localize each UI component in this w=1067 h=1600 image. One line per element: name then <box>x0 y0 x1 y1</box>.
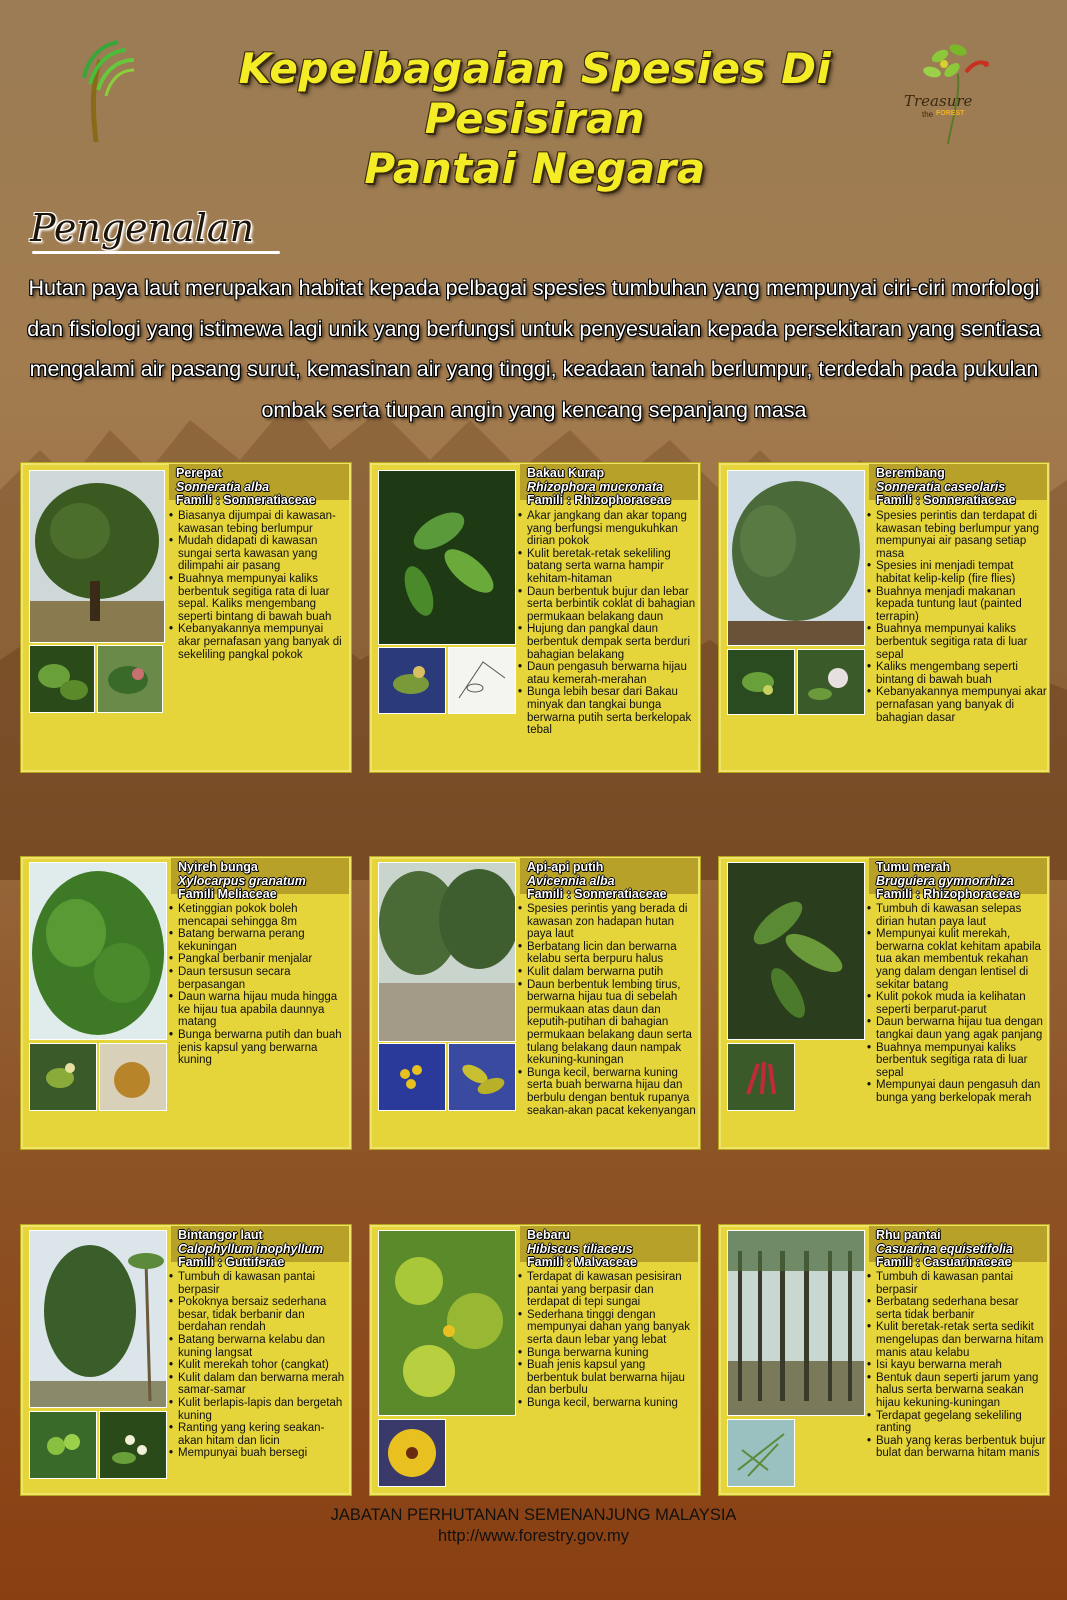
species-scientific-name: Hibiscus tiliaceus <box>527 1241 633 1256</box>
species-fact: • Berbatang sederhana besar serta tidak berbanir <box>867 1296 1047 1321</box>
species-fact: • Bunga lebih besar dari Bakau minyak dan tangkai bunga berwarna putih serta berkelopak tebal <box>518 686 696 736</box>
species-fact: • Daun berbentuk bujur dan lebar serta berbintik coklat di bahagian permukaan belakang daun <box>518 586 696 624</box>
species-fact: • Daun berwarna hijau tua dengan tangkai daun yang agak panjang <box>867 1016 1047 1041</box>
flower-logo-icon <box>908 34 1000 146</box>
species-fact: • Spesies perintis yang berada di kawasan zon hadapan hutan paya laut <box>518 903 698 941</box>
page-title-line2: Pantai Negara <box>364 144 706 193</box>
species-fact: • Spesies ini menjadi tempat habitat kelip-kelip (fire flies) <box>867 560 1047 585</box>
intro-line: Hutan paya laut merupakan habitat kepada pelbagai spesies tumbuhan yang mempunyai ciri-ciri morfologi <box>28 276 1040 300</box>
species-fact: • Kebanyakannya mempunyai akar pernafasan yang banyak di bahagian dasar <box>867 686 1047 724</box>
species-photo-main <box>29 1230 167 1408</box>
species-fact: • Kulit dalam berwarna putih <box>518 966 698 979</box>
species-fact: • Kaliks mengembang seperti bintang di bawah buah <box>867 661 1047 686</box>
species-common-name: Bebaru <box>527 1228 571 1242</box>
species-fact: • Ketinggian pokok boleh mencapai sehingga 8m <box>169 903 349 928</box>
species-fact: • Biasanya dijumpai di kawasan-kawasan tebing berlumpur <box>169 510 347 535</box>
species-fact: • Pangkal berbanir menjalar <box>169 953 349 966</box>
species-fact: • Daun pengasuh berwarna hijau atau kemerah-merahan <box>518 661 696 686</box>
species-facts-list <box>169 510 347 661</box>
species-scientific-name: Xylocarpus granatum <box>178 873 306 888</box>
species-facts-list <box>169 903 349 1067</box>
species-fact: • Daun berbentuk lembing tirus, berwarna hijau tua di sebelah permukaan atas daun dan keputih-putihan di bahagian permukaan belakang daun serta tulang belakang daun nampak kekuning-kuningan <box>518 979 698 1067</box>
species-fact: • Kulit merekah tohor (cangkat) <box>169 1359 349 1372</box>
species-photo-detail <box>99 1043 167 1111</box>
species-fact: • Terdapat di kawasan pesisiran pantai yang berpasir dan terdapat di tepi sungai <box>518 1271 698 1309</box>
species-name-box <box>520 464 698 507</box>
species-name-box <box>869 858 1047 901</box>
species-fact: • Berbatang licin dan berwarna kelabu serta berpuru halus <box>518 941 698 966</box>
species-fact: • Kulit dalam dan berwarna merah samar-samar <box>169 1372 349 1397</box>
species-name-box <box>169 464 349 507</box>
species-fact: • Isi kayu berwarna merah <box>867 1359 1047 1372</box>
species-fact: • Daun warna hijau muda hingga ke hijau tua apabila daunnya matang <box>169 991 349 1029</box>
species-common-name: Bakau Kurap <box>527 466 605 480</box>
species-photo-detail <box>727 649 795 715</box>
species-photo-main <box>378 862 516 1042</box>
species-common-name: Api-api putih <box>527 860 604 874</box>
species-family: Famili : Casuarinaceae <box>876 1255 1012 1269</box>
species-scientific-name: Casuarina equisetifolia <box>876 1241 1013 1256</box>
species-fact: • Mempunyai daun pengasuh dan bunga yang berkelopak merah <box>867 1079 1047 1104</box>
intro-underline <box>32 251 280 254</box>
species-photo-detail <box>448 1043 516 1111</box>
species-scientific-name: Avicennia alba <box>527 873 615 888</box>
page-title-line1: Kepelbagaian Spesies Di Pesisiran <box>238 44 832 143</box>
species-common-name: Rhu pantai <box>876 1228 941 1242</box>
species-common-name: Perepat <box>176 466 222 480</box>
species-fact: • Mempunyai kulit merekah, berwarna coklat kehitam apabila tua akan membentuk rekahan yang dalam dengan lentisel di sekitar batang <box>867 928 1047 991</box>
species-family: Famili : Sonneratiaceae <box>176 493 316 507</box>
footer-website-link[interactable]: http://www.forestry.gov.my <box>437 1527 630 1545</box>
species-fact: • Kulit berlapis-lapis dan bergetah kuning <box>169 1397 349 1422</box>
species-fact: • Bunga berwarna putih dan buah jenis kapsul yang berwarna kuning <box>169 1029 349 1067</box>
species-fact: • Kebanyakannya mempunyai akar pernafasan yang banyak di sekeliling pangkal pokok <box>169 623 347 661</box>
species-common-name: Berembang <box>876 466 945 480</box>
species-fact: • Buahnya mempunyai kaliks berbentuk segitiga rata di luar sepal <box>867 1042 1047 1080</box>
species-photo-detail <box>797 649 865 715</box>
intro-heading: Pengenalan <box>30 206 255 250</box>
intro-paragraph <box>22 268 1046 430</box>
species-name-box <box>171 858 349 901</box>
species-family: Famili : Malvaceae <box>527 1255 637 1269</box>
footer-organization: JABATAN PERHUTANAN SEMENANJUNG MALAYSIA <box>330 1506 737 1524</box>
species-card-nyireh-bunga <box>20 856 352 1150</box>
species-scientific-name: Sonneratia alba <box>176 479 270 494</box>
species-fact: • Pokoknya bersaiz sederhana besar, tidak berbanir dan berdahan rendah <box>169 1296 349 1334</box>
species-fact: • Mempunyai buah bersegi <box>169 1447 349 1460</box>
species-fact: • Batang berwarna kelabu dan kuning langsat <box>169 1334 349 1359</box>
species-scientific-name: Rhizophora mucronata <box>527 479 664 494</box>
species-name-box <box>520 858 698 901</box>
species-fact: • Spesies perintis dan terdapat di kawasan tebing berlumpur yang mempunyai air pasang setiap masa <box>867 510 1047 560</box>
species-fact: • Buahnya mempunyai kaliks berbentuk segitiga rata di luar sepal. Kaliks mengembang seperti bintang di bawah buah <box>169 573 347 623</box>
species-fact: • Tumbuh di kawasan selepas dirian hutan paya laut <box>867 903 1047 928</box>
species-photo-main <box>727 862 865 1040</box>
species-fact: • Akar jangkang dan akar topang yang berfungsi mengukuhkan dirian pokok <box>518 510 696 548</box>
species-photo-detail <box>29 1043 97 1111</box>
species-fact: • Hujung dan pangkal daun berbentuk dempak serta berduri bahagian belakang <box>518 623 696 661</box>
species-fact: • Buahnya menjadi makanan kepada tuntung laut (painted terrapin) <box>867 586 1047 624</box>
species-family: Famili Meliaceae <box>178 887 277 901</box>
species-photo-detail <box>378 1419 446 1487</box>
species-fact: • Bentuk daun seperti jarum yang halus serta berwarna seakan hijau kekuning-kuningan <box>867 1372 1047 1410</box>
species-fact: • Buahnya mempunyai kaliks berbentuk segitiga rata di luar sepal <box>867 623 1047 661</box>
species-photo-sketch <box>448 647 516 714</box>
species-photo-main <box>378 470 516 645</box>
species-photo-main <box>378 1230 516 1416</box>
species-photo-detail <box>378 1043 446 1111</box>
species-card-bakau-kurap <box>369 462 701 773</box>
species-card-rhu-pantai <box>718 1224 1050 1496</box>
species-card-berembang <box>718 462 1050 773</box>
treasure-the-forest-logo <box>904 34 1000 146</box>
species-photo-detail <box>378 647 446 714</box>
species-photo-detail <box>727 1419 795 1487</box>
species-name-box <box>520 1226 698 1269</box>
species-facts-list <box>518 1271 698 1410</box>
species-fact: • Daun tersusun secara berpasangan <box>169 966 349 991</box>
species-photo-main <box>29 862 167 1040</box>
species-family: Famili : Guttiferae <box>178 1255 285 1269</box>
species-card-api-api-putih <box>369 856 701 1150</box>
species-fact: • Kulit beretak-retak serta sedikit mengelupas dan berwarna hitam manis atau kelabu <box>867 1321 1047 1359</box>
species-fact: • Batang berwarna perang kekuningan <box>169 928 349 953</box>
species-photo-detail <box>99 1411 167 1479</box>
species-fact: • Kulit pokok muda ia kelihatan seperti berparut-parut <box>867 991 1047 1016</box>
species-name-box <box>171 1226 349 1269</box>
species-family: Famili : Rhizophoraceae <box>527 493 671 507</box>
species-fact: • Sederhana tinggi dengan mempunyai dahan yang banyak serta daun lebar yang lebat <box>518 1309 698 1347</box>
species-photo-detail <box>97 645 163 713</box>
species-fact: • Ranting yang kering seakan-akan hitam dan licin <box>169 1422 349 1447</box>
intro-line: ombak serta tiupan angin yang kencang sepanjang masa <box>261 397 807 422</box>
logo-text-forest: FOREST <box>936 110 965 117</box>
page-footer <box>0 1505 1067 1547</box>
logo-text-the: the <box>922 110 934 119</box>
palm-logo-icon <box>78 38 136 142</box>
species-photo-detail <box>727 1043 795 1111</box>
species-card-tumu-merah <box>718 856 1050 1150</box>
logo-text-treasure: Treasure <box>904 92 973 110</box>
species-facts-list <box>518 510 696 737</box>
species-fact: • Terdapat gegelang sekeliling ranting <box>867 1410 1047 1435</box>
species-fact: • Kulit beretak-retak sekeliling batang serta warna hampir kehitam-hitaman <box>518 548 696 586</box>
species-fact: • Tumbuh di kawasan pantai berpasir <box>169 1271 349 1296</box>
page-title <box>150 44 920 194</box>
species-photo-detail <box>29 645 95 713</box>
species-fact: • Bunga kecil, berwarna kuning <box>518 1397 698 1410</box>
species-name-box <box>869 464 1047 507</box>
species-fact: • Mudah didapati di kawasan sungai serta kawasan yang dilimpahi air pasang <box>169 535 347 573</box>
intro-line: dan fisiologi yang istimewa lagi unik yang berfungsi untuk penyesuaian kepada persekitaran yang sentiasa <box>27 316 1041 341</box>
species-fact: • Tumbuh di kawasan pantai berpasir <box>867 1271 1047 1296</box>
species-fact: • Bunga berwarna kuning <box>518 1347 698 1360</box>
species-scientific-name: Sonneratia caseolaris <box>876 479 1006 494</box>
species-common-name: Tumu merah <box>876 860 951 874</box>
species-family: Famili : Rhizophoraceae <box>876 887 1020 901</box>
species-common-name: Nyireh bunga <box>178 860 258 874</box>
species-scientific-name: Bruguiera gymnorrhiza <box>876 873 1014 888</box>
species-fact: • Bunga kecil, berwarna kuning serta buah berwarna hijau dan berbulu dengan bentuk rupanya seakan-akan pacat kekenyangan <box>518 1067 698 1117</box>
species-photo-main <box>727 470 865 646</box>
species-scientific-name: Calophyllum inophyllum <box>178 1241 324 1256</box>
species-fact: • Buah yang keras berbentuk bujur bulat dan berwarna hitam manis <box>867 1435 1047 1460</box>
species-card-perepat <box>20 462 352 773</box>
species-photo-detail <box>29 1411 97 1479</box>
species-facts-list <box>867 903 1047 1105</box>
species-facts-list <box>518 903 698 1117</box>
species-name-box <box>869 1226 1047 1269</box>
species-card-bebaru <box>369 1224 701 1496</box>
species-family: Famili : Sonneratiaceae <box>876 493 1016 507</box>
species-fact: • Buah jenis kapsul yang berbentuk bulat berwarna hijau dan berbulu <box>518 1359 698 1397</box>
species-photo-main <box>29 470 165 643</box>
species-common-name: Bintangor laut <box>178 1228 263 1242</box>
species-family: Famili : Sonneratiaceae <box>527 887 667 901</box>
species-card-bintangor-laut <box>20 1224 352 1496</box>
intro-line: mengalami air pasang surut, kemasinan air yang tinggi, keadaan tanah berlumpur, terdedah pada pukulan <box>29 357 1039 381</box>
species-facts-list <box>867 1271 1047 1460</box>
species-facts-list <box>867 510 1047 724</box>
species-photo-main <box>727 1230 865 1416</box>
species-facts-list <box>169 1271 349 1460</box>
